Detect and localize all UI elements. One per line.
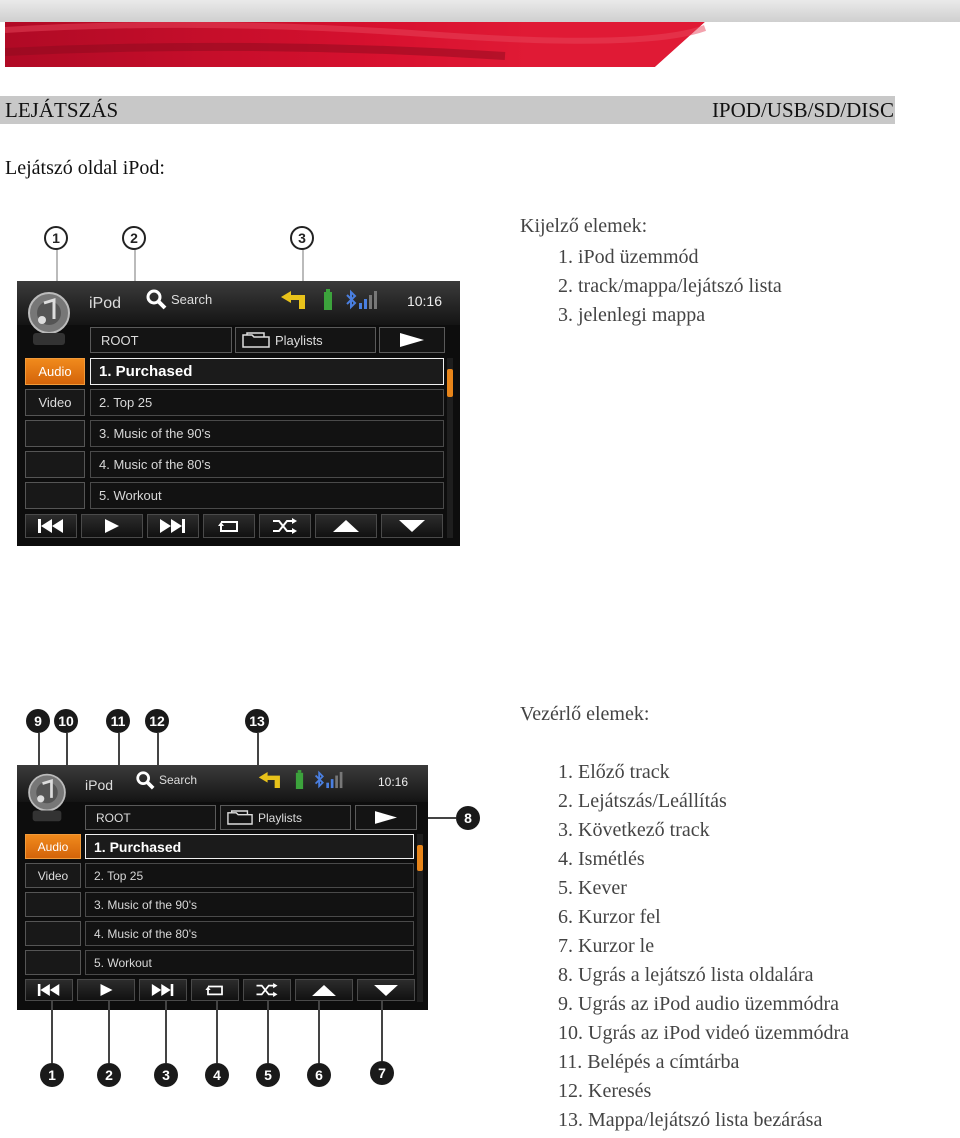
video-mode-button[interactable]: Video bbox=[25, 389, 85, 416]
search-label: Search bbox=[159, 773, 198, 787]
callout-marker: 9 bbox=[26, 709, 50, 733]
list-item: 13. Mappa/lejátszó lista bezárása bbox=[558, 1109, 823, 1131]
next-icon bbox=[151, 984, 175, 996]
directory-path-button[interactable]: ROOT bbox=[90, 327, 232, 353]
ipod-mode-icon[interactable] bbox=[25, 771, 69, 823]
shuffle-button[interactable] bbox=[243, 979, 291, 1001]
control-items-title: Vezérlő elemek: bbox=[520, 703, 650, 725]
battery-icon bbox=[295, 770, 304, 790]
playlists-button[interactable] bbox=[235, 327, 376, 353]
empty-side-button bbox=[25, 420, 85, 447]
track-row[interactable]: 1. Purchased bbox=[90, 358, 444, 385]
callout-marker: 5 bbox=[256, 1063, 280, 1087]
list-item: 1. Előző track bbox=[558, 761, 670, 783]
play-icon bbox=[105, 519, 119, 533]
search-button[interactable] bbox=[135, 770, 197, 790]
audio-mode-button[interactable]: Audio bbox=[25, 358, 85, 385]
down-arrow-icon bbox=[399, 520, 425, 532]
control-items-list bbox=[558, 758, 849, 1135]
down-arrow-icon bbox=[374, 985, 398, 996]
search-icon bbox=[145, 288, 167, 310]
list-item: 7. Kurzor le bbox=[558, 935, 655, 957]
list-item: 2. Lejátszás/Leállítás bbox=[558, 790, 727, 812]
list-item: 1. iPod üzemmód bbox=[558, 246, 699, 268]
callout-marker: 3 bbox=[290, 226, 314, 250]
list-item: 3. Következő track bbox=[558, 819, 710, 841]
ipod-mode-icon[interactable] bbox=[25, 289, 73, 347]
mode-label: iPod bbox=[89, 295, 122, 312]
mode-label: iPod bbox=[85, 777, 114, 793]
play-icon bbox=[100, 984, 113, 996]
callout-marker: 1 bbox=[40, 1063, 64, 1087]
shuffle-icon bbox=[255, 983, 279, 997]
track-row[interactable]: 3. Music of the 90's bbox=[85, 892, 414, 917]
section-title: LEJÁTSZÁS bbox=[5, 98, 119, 122]
track-row[interactable]: 4. Music of the 80's bbox=[85, 921, 414, 946]
callout-marker: 4 bbox=[205, 1063, 229, 1087]
display-items-title: Kijelző elemek: bbox=[520, 215, 648, 237]
video-mode-button[interactable]: Video bbox=[25, 863, 81, 888]
callout-marker: 1 bbox=[44, 226, 68, 250]
cursor-down-button[interactable] bbox=[381, 514, 443, 538]
empty-side-button bbox=[25, 892, 81, 917]
section-source-label: IPOD/USB/SD/DISC bbox=[711, 98, 894, 122]
next-track-button[interactable] bbox=[139, 979, 187, 1001]
scrollbar-thumb[interactable] bbox=[447, 369, 453, 397]
track-row[interactable]: 3. Music of the 90's bbox=[90, 420, 444, 447]
empty-side-button bbox=[25, 921, 81, 946]
callout-marker: 3 bbox=[154, 1063, 178, 1087]
callout-leader bbox=[267, 1001, 269, 1063]
list-item: 9. Ugrás az iPod audio üzemmódra bbox=[558, 993, 840, 1015]
top-strip bbox=[0, 0, 960, 22]
folder-icon bbox=[227, 810, 253, 825]
screen-top-bar bbox=[17, 765, 428, 802]
track-row[interactable]: 2. Top 25 bbox=[90, 389, 444, 416]
bluetooth-signal-icon bbox=[343, 289, 381, 311]
audio-mode-button[interactable]: Audio bbox=[25, 834, 81, 859]
playlists-label: Playlists bbox=[275, 332, 323, 348]
callout-leader bbox=[165, 1001, 167, 1063]
cursor-down-button[interactable] bbox=[357, 979, 415, 1001]
previous-track-button[interactable] bbox=[25, 514, 77, 538]
empty-side-button bbox=[25, 482, 85, 509]
callout-marker: 12 bbox=[145, 709, 169, 733]
directory-path-button[interactable]: ROOT bbox=[85, 805, 216, 830]
status-icons bbox=[279, 289, 381, 311]
callout-leader bbox=[108, 1001, 110, 1063]
callout-marker: 7 bbox=[370, 1061, 394, 1085]
list-item: 8. Ugrás a lejátszó lista oldalára bbox=[558, 964, 814, 986]
list-item: 2. track/mappa/lejátszó lista bbox=[558, 275, 782, 297]
display-items-list bbox=[558, 243, 782, 330]
search-label: Search bbox=[171, 291, 213, 307]
track-row[interactable]: 2. Top 25 bbox=[85, 863, 414, 888]
playlists-label: Playlists bbox=[258, 810, 303, 825]
repeat-icon bbox=[217, 518, 241, 534]
red-banner bbox=[5, 22, 960, 67]
page-subtitle: Lejátszó oldal iPod: bbox=[5, 157, 165, 179]
empty-side-button bbox=[25, 950, 81, 975]
previous-track-button[interactable] bbox=[25, 979, 73, 1001]
next-track-button[interactable] bbox=[147, 514, 199, 538]
shuffle-button[interactable] bbox=[259, 514, 311, 538]
cursor-up-button[interactable] bbox=[315, 514, 377, 538]
screen-top-bar bbox=[17, 281, 460, 325]
bluetooth-signal-icon bbox=[312, 770, 346, 790]
previous-icon bbox=[37, 984, 61, 996]
list-item: 6. Kurzor fel bbox=[558, 906, 661, 928]
callout-leader bbox=[51, 1001, 53, 1063]
list-item: 3. jelenlegi mappa bbox=[558, 304, 706, 326]
empty-side-button bbox=[25, 451, 85, 478]
repeat-button[interactable] bbox=[203, 514, 255, 538]
list-item: 10. Ugrás az iPod videó üzemmódra bbox=[558, 1022, 850, 1044]
track-row[interactable]: 5. Workout bbox=[90, 482, 444, 509]
scrollbar-thumb[interactable] bbox=[417, 845, 423, 871]
shuffle-icon bbox=[272, 518, 298, 534]
repeat-icon bbox=[204, 983, 226, 997]
callout-leader bbox=[381, 1001, 383, 1061]
callout-marker: 8 bbox=[456, 806, 480, 830]
list-item: 12. Keresés bbox=[558, 1080, 652, 1102]
folder-icon bbox=[242, 332, 270, 348]
play-icon bbox=[400, 333, 424, 347]
previous-icon bbox=[38, 519, 64, 533]
go-to-playlist-button[interactable] bbox=[355, 805, 417, 830]
go-to-playlist-button[interactable] bbox=[379, 327, 445, 353]
cursor-up-button[interactable] bbox=[295, 979, 353, 1001]
track-row[interactable]: 1. Purchased bbox=[85, 834, 414, 859]
callout-marker: 2 bbox=[122, 226, 146, 250]
clock: 10:16 bbox=[377, 775, 408, 789]
callout-leader bbox=[318, 1001, 320, 1063]
status-icons bbox=[257, 770, 346, 790]
up-arrow-icon bbox=[312, 985, 336, 996]
callout-leader bbox=[216, 1001, 218, 1063]
up-arrow-icon bbox=[333, 520, 359, 532]
track-row[interactable]: 4. Music of the 80's bbox=[90, 451, 444, 478]
track-row[interactable]: 5. Workout bbox=[85, 950, 414, 975]
play-pause-button[interactable] bbox=[81, 514, 143, 538]
ipod-screen-controls bbox=[17, 765, 428, 1010]
callout-marker: 13 bbox=[245, 709, 269, 733]
ipod-screen-display bbox=[17, 281, 460, 546]
list-item: 5. Kever bbox=[558, 877, 627, 899]
callout-marker: 11 bbox=[106, 709, 130, 733]
play-pause-button[interactable] bbox=[77, 979, 135, 1001]
callout-marker: 10 bbox=[54, 709, 78, 733]
next-icon bbox=[160, 519, 186, 533]
list-item: 11. Belépés a címtárba bbox=[558, 1051, 740, 1073]
callout-marker: 2 bbox=[97, 1063, 121, 1087]
repeat-button[interactable] bbox=[191, 979, 239, 1001]
play-icon bbox=[375, 811, 397, 824]
search-icon bbox=[135, 770, 155, 790]
navigation-arrow-icon bbox=[279, 289, 313, 311]
clock: 10:16 bbox=[406, 293, 442, 309]
playlists-button[interactable] bbox=[220, 805, 351, 830]
search-button[interactable] bbox=[145, 288, 212, 310]
callout-marker: 6 bbox=[307, 1063, 331, 1087]
list-item: 4. Ismétlés bbox=[558, 848, 645, 870]
battery-icon bbox=[323, 289, 333, 311]
navigation-arrow-icon bbox=[257, 770, 287, 790]
